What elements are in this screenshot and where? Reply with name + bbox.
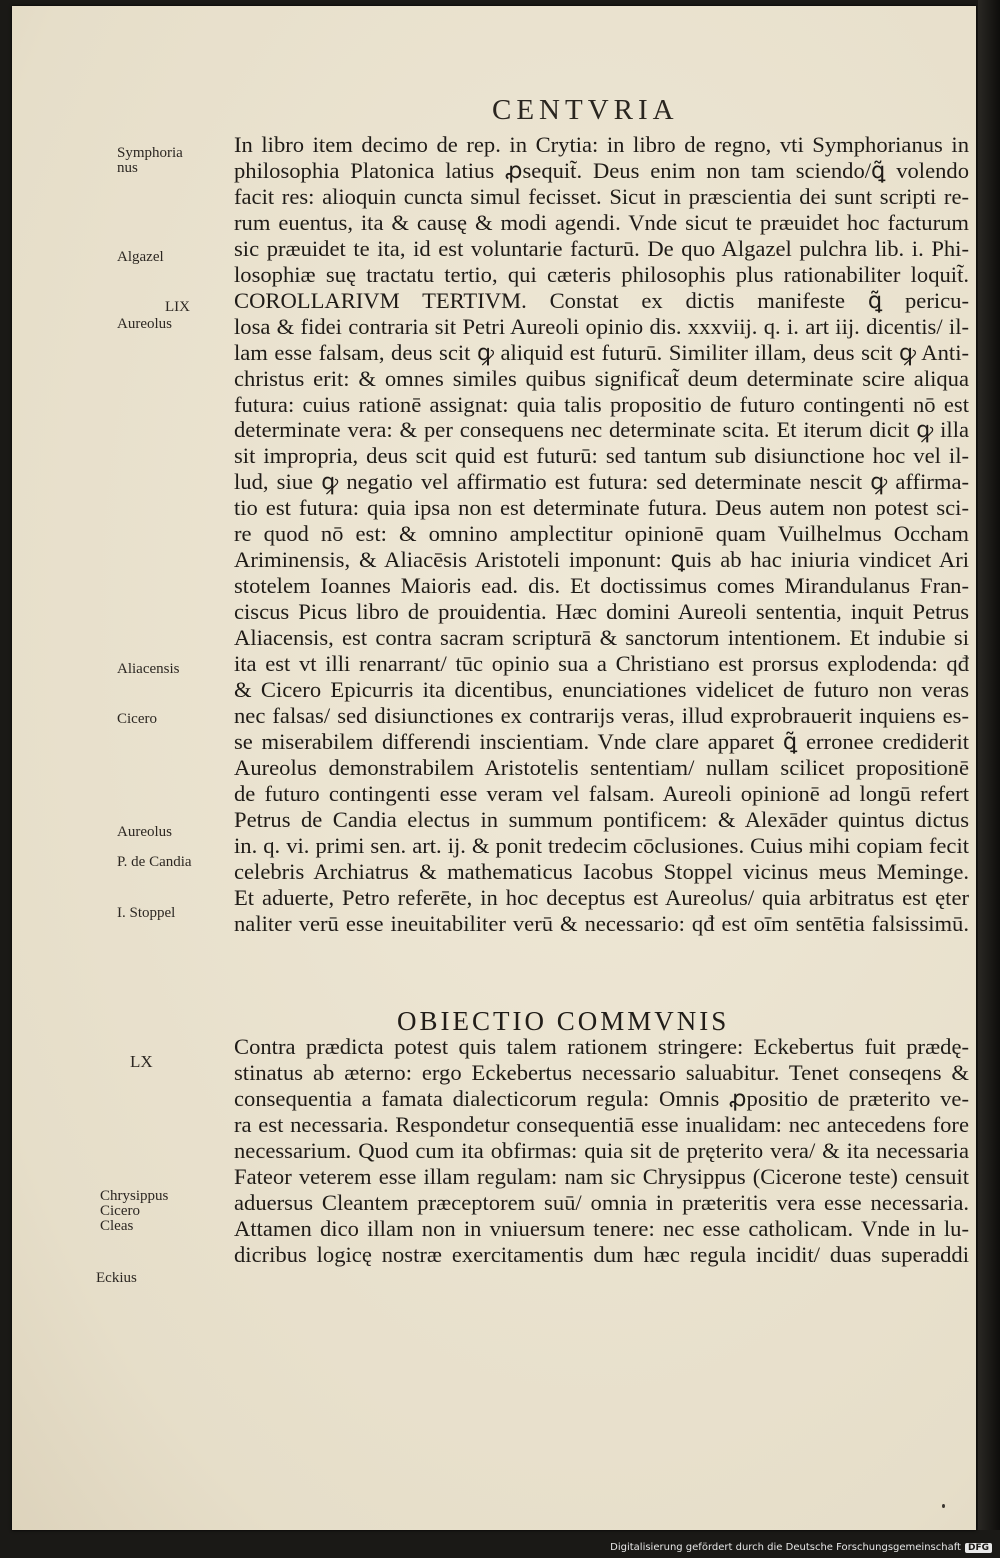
text-line: tio est futura: quia ipsa non est determinate futura. Deus autem non potest sci- xyxy=(234,495,969,521)
text-line: sic præuidet te ita, id est voluntarie facturū. De quo Algazel pulchra lib. i. Phi- xyxy=(234,235,969,261)
text-line: facit res: alioquin cuncta simul fecisset. Sicut in præscientia dei sunt scripti re- xyxy=(234,183,969,209)
text-line: stotelem Ioannes Maioris ead. dis. Et doctissimus comes Mirandulanus Fran- xyxy=(234,573,969,599)
text-line: aduersus Cleantem præceptorem suū/ omnia in præteritis vera esse necessaria. xyxy=(234,1189,969,1215)
text-line: philosophia Platonica latius ꝓsequit̃. Deus enim non tam sciendo/ꝗ̃ volendo xyxy=(234,157,969,183)
book-page xyxy=(12,6,976,1530)
margin-note-algazel: Algazel xyxy=(117,249,164,265)
text-line: lam esse falsam, deus scit ꝙ aliquid est futurū. Similiter illam, deus scit ꝙ Anti- xyxy=(234,339,969,365)
book-gutter xyxy=(978,0,1000,1530)
text-line: losophiæ suę tractatu tertio, qui cæteris philosophis plus rationabiliter loquit̃. xyxy=(234,261,969,287)
margin-note-chrysippus: Chrysippus Cicero Cleas xyxy=(100,1188,169,1234)
text-line: Et aduerte, Petro referēte, in hoc deceptus est Aureolus/ quia arbitratus est ęter xyxy=(234,884,969,910)
text-line: Aureolus demonstrabilem Aristotelis sententiam/ nullam scilicet propositionē xyxy=(234,754,969,780)
text-line: sit impropria, deus scit quid est futurū: sed tantum sub disiunctione hoc vel il- xyxy=(234,443,969,469)
text-line: futura: cuius rationē assignat: quia talis propositio de futuro contingenti nō est xyxy=(234,391,969,417)
text-line: nec falsas/ sed disiunctiones ex contrarijs veras, illud exprobrauerit inquiens es- xyxy=(234,702,969,728)
body-text-block-2 xyxy=(234,1034,969,1268)
margin-note-lix: LIX xyxy=(165,299,190,315)
text-line: & Cicero Epicurris ita dicentibus, enunciationes videlicet de futuro non veras xyxy=(234,677,969,703)
text-line: de futuro contingenti esse veram vel falsam. Aureoli opinionē ad longū refert xyxy=(234,780,969,806)
margin-note-p-de-candia: P. de Candia xyxy=(117,854,192,870)
margin-note-aliacensis: Aliacensis xyxy=(117,661,180,677)
text-line: in. q. vi. primi sen. art. ij. & ponit tredecim cōclusiones. Cuius mihi copiam fecit xyxy=(234,832,969,858)
page-header: CENTVRIA xyxy=(492,94,679,126)
text-line: determinate vera: & per consequens nec determinate scita. Et iterum dicit ꝙ illa xyxy=(234,417,969,443)
text-line: dicribus logicę nostræ exercitamentis dum hæc regula incidit/ duas superaddi xyxy=(234,1241,969,1267)
margin-note-cicero: Cicero xyxy=(117,711,157,727)
text-line: stinatus ab æterno: ergo Eckebertus necessario saluabitur. Tenet conseqens & xyxy=(234,1059,969,1085)
text-line: Aliacensis, est contra sacram scripturā & sanctorum intentionem. Et indubie si xyxy=(234,625,969,651)
text-line: Petrus de Candia electus in summum pontificem: & Alexāder quintus dictus xyxy=(234,806,969,832)
text-line: COROLLARIVM TERTIVM. Constat ex dictis manifeste ꝗ̃ pericu- xyxy=(234,287,969,313)
text-line: necessarium. Quod cum ita obfirmas: quia sit de pręterito vera/ & ita necessaria xyxy=(234,1137,969,1163)
body-text-block-1 xyxy=(234,132,969,937)
margin-note-eckius: Eckius xyxy=(96,1270,137,1286)
margin-note-aureolus-2: Aureolus xyxy=(117,824,172,840)
margin-note-aureolus: Aureolus xyxy=(117,316,172,332)
text-line: Ariminensis, & Aliacēsis Aristoteli imponunt: ꝗuis ab hac iniuria vindicet Ari xyxy=(234,547,969,573)
text-line: ciscus Picus libro de prouidentia. Hæc domini Aureoli sententia, inquit Petrus xyxy=(234,599,969,625)
text-line: christus erit: & omnes similes quibus significat̃ deum determinate scire aliqua xyxy=(234,365,969,391)
text-line: se miserabilem differendi inscientiam. Vnde clare apparet ꝗ̃ erronee crediderit xyxy=(234,728,969,754)
section-heading: OBIECTIO COMMVNIS xyxy=(397,1006,730,1036)
text-line: Attamen dico illam non in vniuersum tenere: nec esse catholicam. Vnde in lu- xyxy=(234,1215,969,1241)
ink-spot xyxy=(942,1504,945,1508)
text-line: In libro item decimo de rep. in Crytia: in libro de regno, vti Symphorianus in xyxy=(234,132,969,157)
text-line: lud, siue ꝙ negatio vel affirmatio est futura: sed determinate nescit ꝙ affirma- xyxy=(234,469,969,495)
text-line: ra est necessaria. Respondetur consequentiā esse inualidam: nec antecedens fore xyxy=(234,1111,969,1137)
text-line: naliter verū esse ineuitabiliter verū & necessario: qđ est oīm sentētia falsissimū. xyxy=(234,910,969,936)
footer-attribution xyxy=(610,1542,992,1553)
dfg-logo-icon: DFG xyxy=(965,1543,992,1553)
margin-note-lx: LX xyxy=(130,1052,153,1071)
text-line: celebris Archiatrus & mathematicus Iacobus Stoppel vicinus meus Meminge. xyxy=(234,858,969,884)
text-line: ita est vt illi renarrant/ tūc opinio sua a Christiano est prorsus explodenda: qđ xyxy=(234,651,969,677)
text-line: rum euentus, ita & causę & modi agendi. Vnde sicut te præuidet hoc facturum xyxy=(234,209,969,235)
margin-note-symphorianus: Symphoria nus xyxy=(117,145,183,176)
text-line: Fateor veterem esse illam regulam: nam sic Chrysippus (Cicerone teste) censuit xyxy=(234,1163,969,1189)
footer-text: Digitalisierung gefördert durch die Deutsche Forschungsgemeinschaft xyxy=(610,1542,961,1553)
text-line: consequentia a famata dialecticorum regula: Omnis ꝓpositio de præterito ve- xyxy=(234,1085,969,1111)
margin-note-stoppel: I. Stoppel xyxy=(117,905,176,921)
text-line: re quod nō est: & omnino amplectitur opinionē quam Vuilhelmus Occham xyxy=(234,521,969,547)
text-line: Contra prædicta potest quis talem rationem stringere: Eckebertus fuit prædę- xyxy=(234,1034,969,1059)
text-line: losa & fidei contraria sit Petri Aureoli opinio dis. xxxviij. q. i. art iij. dicentis/ il- xyxy=(234,313,969,339)
